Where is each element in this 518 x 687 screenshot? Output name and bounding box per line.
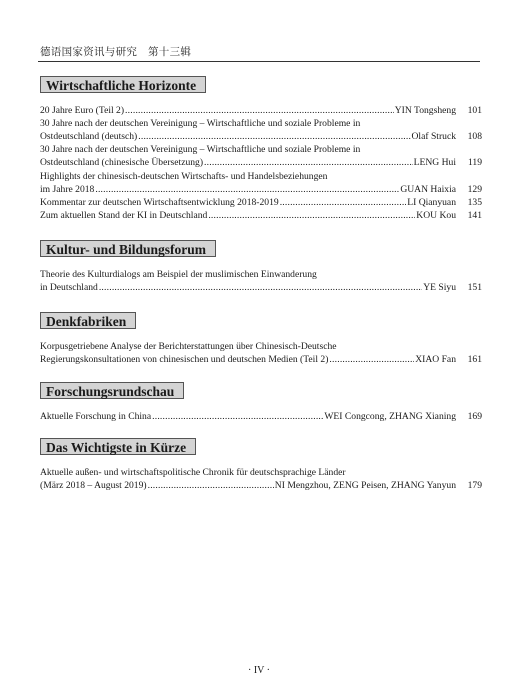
section-heading: Wirtschaftliche Horizonte (40, 76, 206, 93)
dot-leader (152, 411, 323, 423)
page-number: · IV · (247, 665, 271, 676)
toc-entry-author: LI Qianyuan (407, 196, 456, 208)
toc-entry-title-line: Highlights der chinesisch-deutschen Wirtschafts- und Handelsbeziehungen (40, 170, 328, 182)
dot-leader (148, 480, 274, 492)
toc-entry-title: Aktuelle Forschung in China (40, 411, 152, 422)
toc-entry[interactable] (40, 354, 482, 366)
toc-section (40, 382, 482, 422)
toc-entry-page: 161 (467, 354, 482, 366)
toc-entry-author: GUAN Haixia (400, 183, 456, 195)
toc-entry-author: NI Mengzhou, ZENG Peisen, ZHANG Yanyun (274, 480, 456, 492)
running-header: 德语国家资讯与研究 第十三辑 (40, 46, 192, 58)
toc-entry-author: Olaf Struck (411, 131, 456, 143)
dot-leader (99, 282, 422, 294)
toc-entry-page: 141 (467, 209, 482, 221)
dot-leader (208, 210, 415, 222)
toc-entry[interactable] (40, 411, 482, 423)
toc-entry-author: YE Siyu (423, 282, 456, 294)
toc-entry[interactable] (40, 184, 482, 196)
toc-entry-title-line: 30 Jahre nach der deutschen Vereinigung – Wirtschaftliche und soziale Probleme in (40, 118, 361, 130)
toc-entry-page: 129 (467, 183, 482, 195)
toc-entry-title: Zum aktuellen Stand der KI in Deutschland (40, 209, 208, 221)
toc-entry-author: WEI Congcong, ZHANG Xianing (324, 411, 456, 422)
toc-entry-title: Ostdeutschland (chinesische Übersetzung) (40, 157, 204, 169)
toc-entry-title: Ostdeutschland (deutsch) (40, 131, 138, 143)
toc-entry-page: 101 (467, 105, 482, 116)
toc-entry-title: Kommentar zur deutschen Wirtschaftsentwicklung 2018-2019 (40, 196, 279, 208)
toc-entry[interactable] (40, 197, 482, 209)
toc-entry[interactable] (40, 282, 482, 294)
section-heading: Kultur- und Bildungsforum (40, 240, 216, 257)
toc-entry[interactable] (40, 210, 482, 222)
dot-leader (329, 354, 414, 366)
toc-entry[interactable] (40, 157, 482, 169)
toc-entry-author: XIAO Fan (415, 354, 456, 366)
toc-entry-author: LENG Hui (413, 157, 456, 169)
toc-entry-author: KOU Kou (416, 209, 456, 221)
toc-entry-author: YIN Tongsheng (394, 105, 456, 116)
dot-leader (280, 197, 407, 209)
section-heading: Forschungsrundschau (40, 382, 184, 399)
toc-entry[interactable] (40, 480, 482, 492)
toc-entry-title-line: Theorie des Kulturdialogs am Beispiel der muslimischen Einwanderung (40, 269, 317, 280)
dot-leader (138, 131, 410, 143)
toc-entry-page: 108 (467, 131, 482, 143)
toc-entry-title: in Deutschland (40, 282, 98, 294)
toc-section (40, 240, 482, 294)
toc-entry-title: Regierungskonsultationen von chinesischen und deutschen Medien (Teil 2) (40, 354, 329, 366)
toc-entry-title: (März 2018 – August 2019) (40, 480, 147, 492)
toc-entry-title: 20 Jahre Euro (Teil 2) (40, 105, 125, 116)
toc-entry-page: 179 (467, 480, 482, 492)
toc-entry-page: 169 (467, 411, 482, 422)
toc-entry-title-line: Aktuelle außen- und wirtschaftspolitische Chronik für deutschsprachige Länder (40, 467, 346, 478)
toc-entry-page: 151 (467, 282, 482, 294)
dot-leader (125, 105, 394, 117)
toc-entry[interactable] (40, 131, 482, 143)
toc-entry-page: 135 (467, 196, 482, 208)
toc-entry-page: 119 (467, 157, 482, 169)
toc-section (40, 438, 482, 492)
toc-section (40, 76, 482, 221)
toc-entry-title: im Jahre 2018 (40, 183, 95, 195)
header-rule (38, 61, 480, 62)
dot-leader (95, 184, 399, 196)
section-heading: Denkfabriken (40, 312, 136, 329)
toc-entry-title-line: 30 Jahre nach der deutschen Vereinigung – Wirtschaftliche und soziale Probleme in (40, 144, 361, 156)
toc-section (40, 312, 482, 366)
dot-leader (204, 157, 413, 169)
section-heading: Das Wichtigste in Kürze (40, 438, 196, 455)
toc-entry-title-line: Korpusgetriebene Analyse der Berichterstattungen über Chinesisch-Deutsche (40, 341, 337, 352)
toc-entry[interactable] (40, 105, 482, 117)
